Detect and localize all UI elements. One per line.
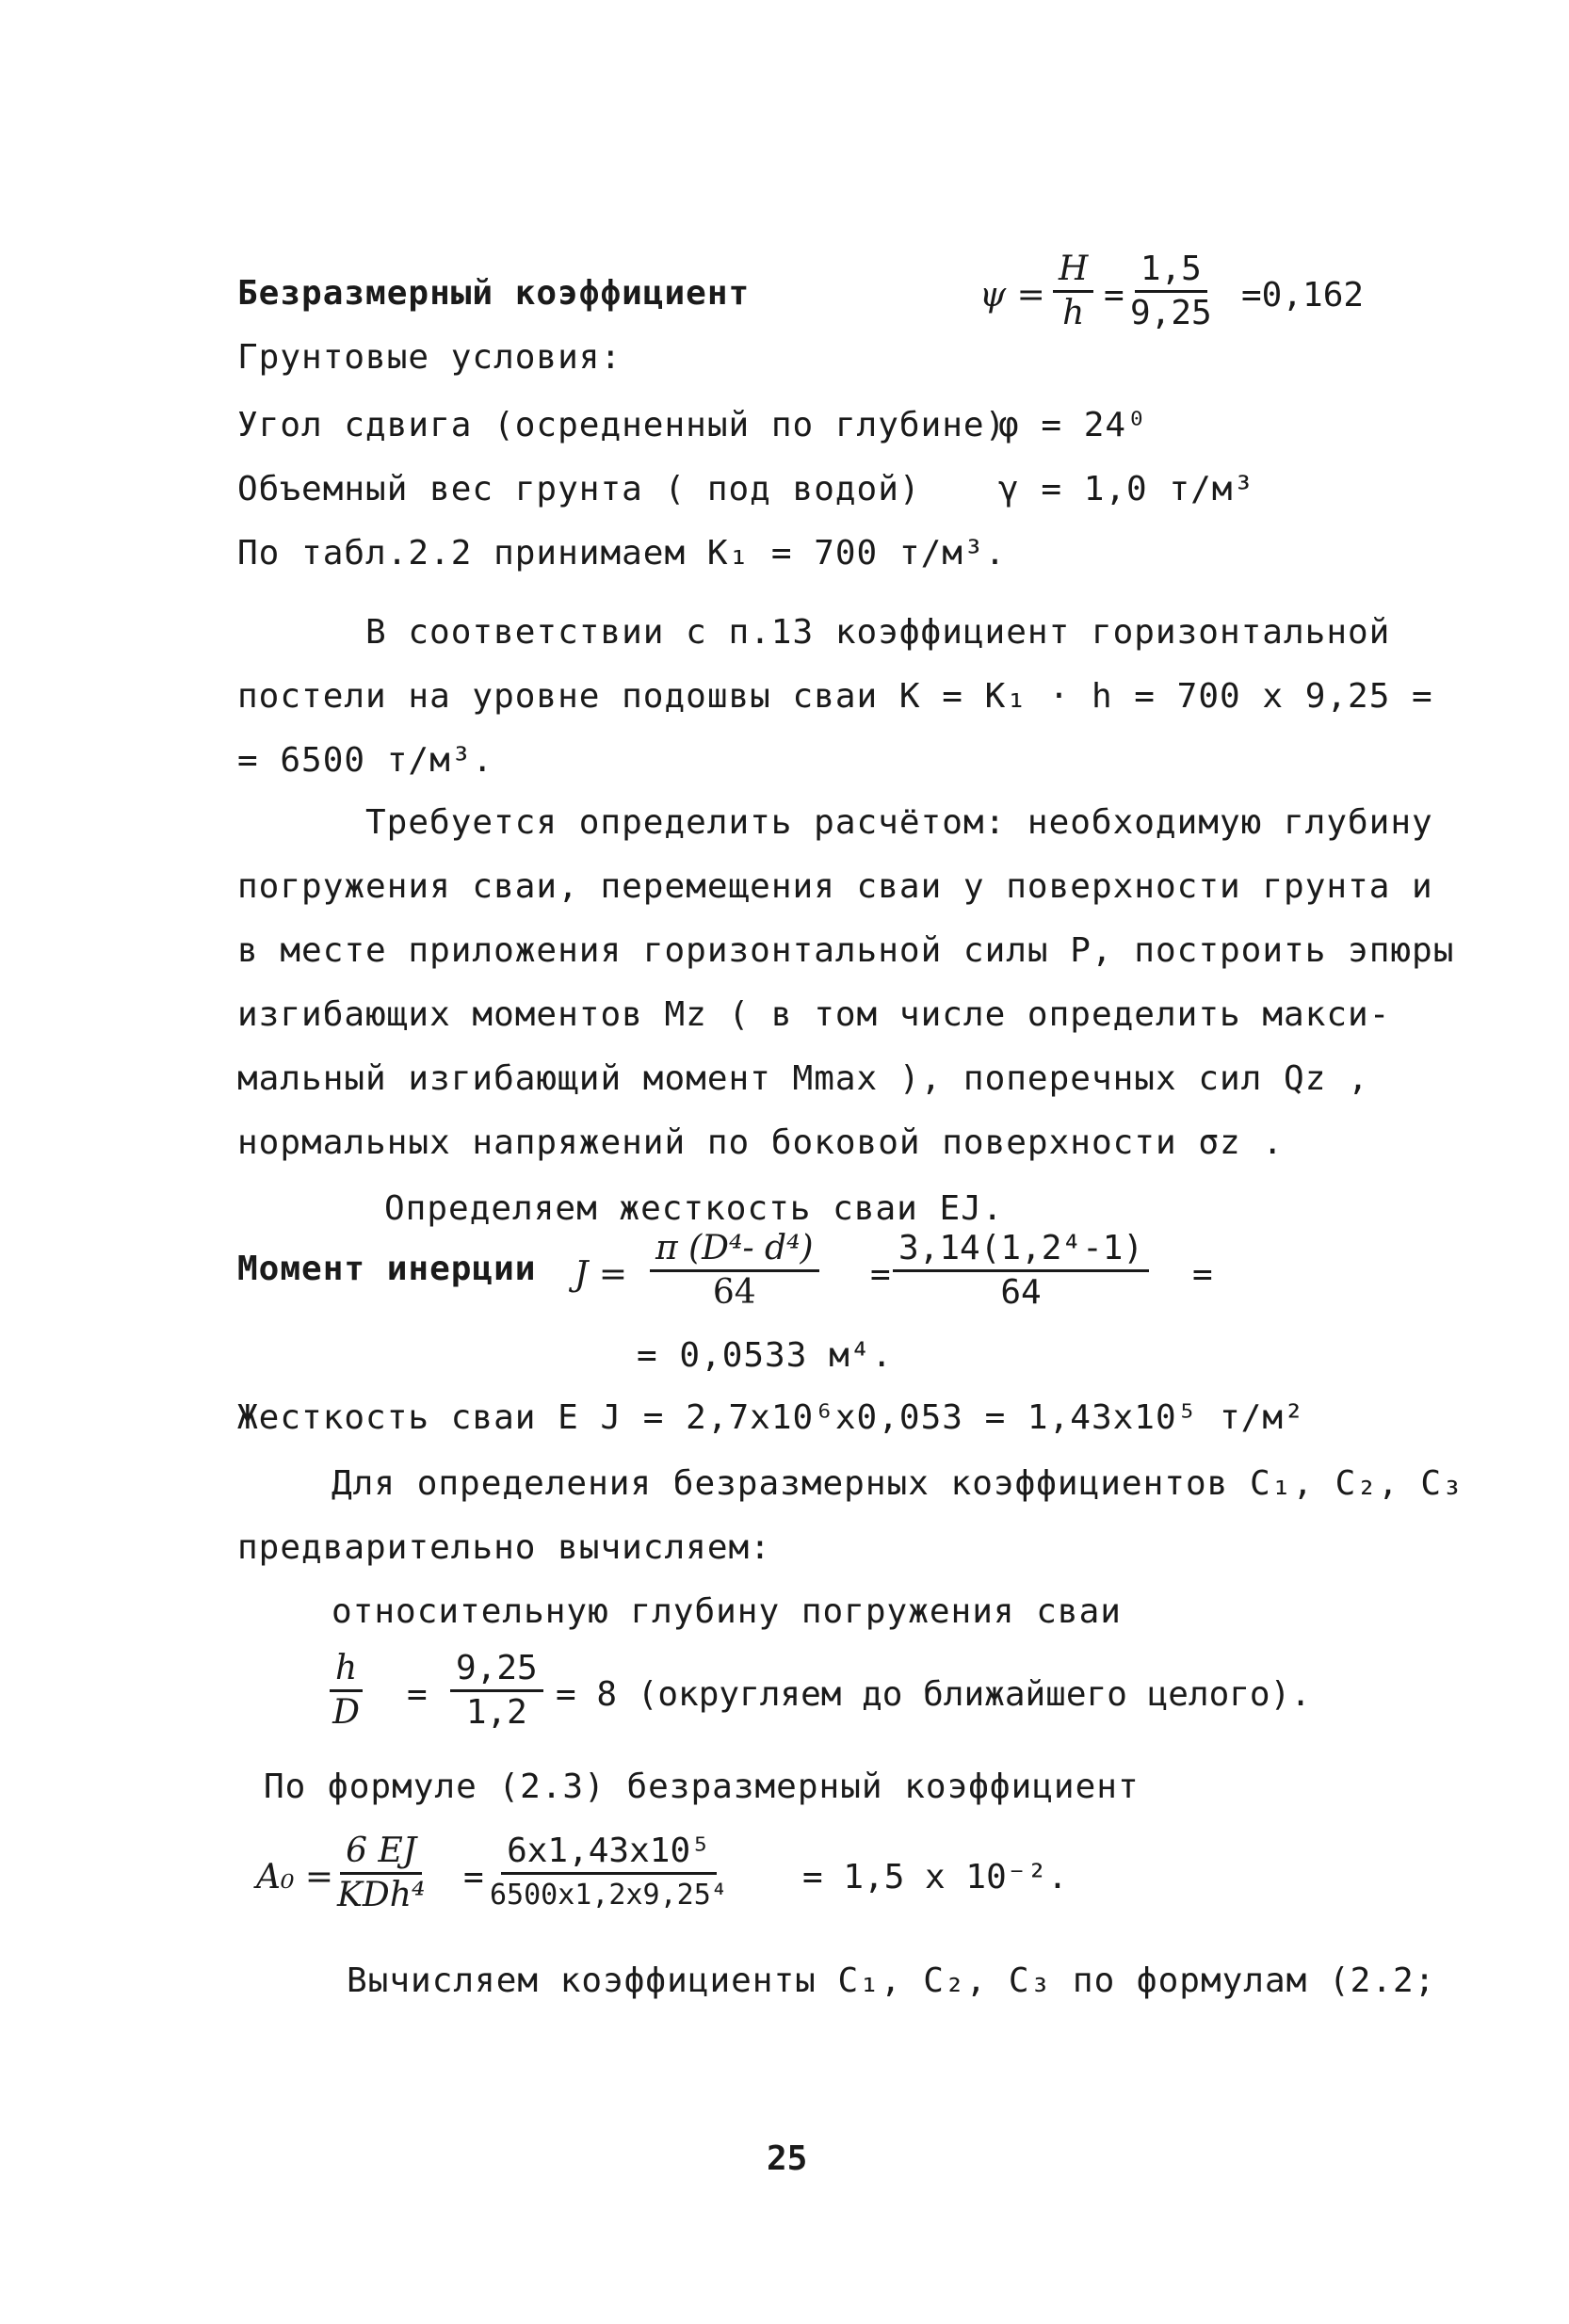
inertia-num1: π (D⁴- d⁴) [650,1230,819,1272]
para2-line4: изгибающих моментов Mz ( в том числе определить макси- [237,995,1391,1034]
hd-eq: = [407,1675,428,1714]
para1-line1: В соответствии с п.13 коэффициент горизонтальной [365,613,1391,652]
psi-den: 9,25 [1130,294,1212,332]
angle-value: φ = 24⁰ [998,406,1148,444]
inertia-J: J = [574,1255,628,1294]
a0-den2: 6500x1,2x9,25⁴ [490,1879,728,1912]
a0-num2: 6x1,43x10⁵ [501,1832,717,1875]
inertia-fraction-1 [650,1230,819,1312]
formula-23-line: По формуле (2.3) безразмерный коэффициент [264,1767,1140,1806]
inertia-eq2: = [1192,1255,1213,1294]
para1-line2: постели на уровне подошвы сваи K = K₁ · h = 700 x 9,25 = [237,677,1433,716]
inertia-den1: 64 [712,1273,756,1312]
psi-fraction-hh [1053,250,1093,332]
psi-H: H [1053,250,1093,293]
psi-lhs: ψ = [979,276,1045,315]
hd-den: D [332,1693,361,1732]
relative-depth-label: относительную глубину погружения сваи [332,1592,1122,1631]
para2-line2: погружения сваи, перемещения сваи у поверхности грунта и [237,867,1433,906]
a0-den1: KDh⁴ [337,1876,426,1914]
stiffness-heading: Определяем жесткость сваи EJ. [384,1189,1004,1228]
para1-line3: = 6500 т/м³. [237,741,494,780]
psi-h: h [1062,294,1085,332]
inertia-label: Момент инерции [237,1250,537,1288]
a0-result: = 1,5 x 10⁻². [802,1858,1068,1896]
psi-eq: = [1104,276,1124,315]
a0-lhs: A₀ = [256,1858,334,1896]
table-line: По табл.2.2 принимаем K₁ = 700 т/м³. [237,534,1007,573]
hd-result: = 8 (округляем до ближайшего целого). [556,1675,1311,1714]
a0-num1: 6 EJ [340,1832,422,1875]
hd-fraction-values [450,1650,543,1732]
para2-line6: нормальных напряжений по боковой поверхности σz . [237,1123,1285,1162]
inertia-fraction-2 [893,1230,1149,1312]
page-number: 25 [767,2139,808,2178]
dimensionless-coef-label: Безразмерный коэффициент [237,274,751,313]
coef-line2: предварительно вычисляем: [237,1528,771,1567]
hd-den2: 1,2 [465,1693,527,1732]
para2-line3: в месте приложения горизонтальной силы P, построить эпюры [237,931,1455,970]
hd-num: h [330,1650,363,1692]
coef-line1: Для определения безразмерных коэффициентов C₁, C₂, C₃ [332,1464,1464,1503]
a0-fraction-2 [490,1832,728,1914]
a0-fraction-1 [337,1832,425,1914]
stiffness-line: Жесткость сваи E J = 2,7x10⁶x0,053 = 1,43x10⁵ т/м² [237,1398,1305,1437]
hd-num2: 9,25 [450,1650,543,1692]
para2-line1: Требуется определить расчётом: необходимую глубину [365,803,1433,842]
inertia-num2: 3,14(1,2⁴-1) [893,1230,1149,1272]
inertia-den2: 64 [1000,1273,1042,1312]
inertia-eq: = [870,1255,891,1294]
angle-label: Угол сдвига (осредненный по глубине) [237,406,1007,444]
soil-heading: Грунтовые условия: [237,338,623,377]
psi-result: =0,162 [1241,276,1365,315]
volweight-value: γ = 1,0 т/м³ [998,470,1255,508]
psi-num: 1,5 [1135,250,1207,293]
hd-fraction-symbols [330,1650,363,1732]
para2-line5: мальный изгибающий момент Mmax ), поперечных сил Qz , [237,1059,1369,1098]
volweight-label: Объемный вес грунта ( под водой) [237,470,921,508]
inertia-result: = 0,0533 м⁴. [637,1336,894,1375]
calc-coefficients-line: Вычисляем коэффициенты C₁, C₂, C₃ по формулам (2.2; [347,1961,1436,2000]
psi-fraction-values [1130,250,1212,332]
a0-eq: = [463,1858,484,1896]
